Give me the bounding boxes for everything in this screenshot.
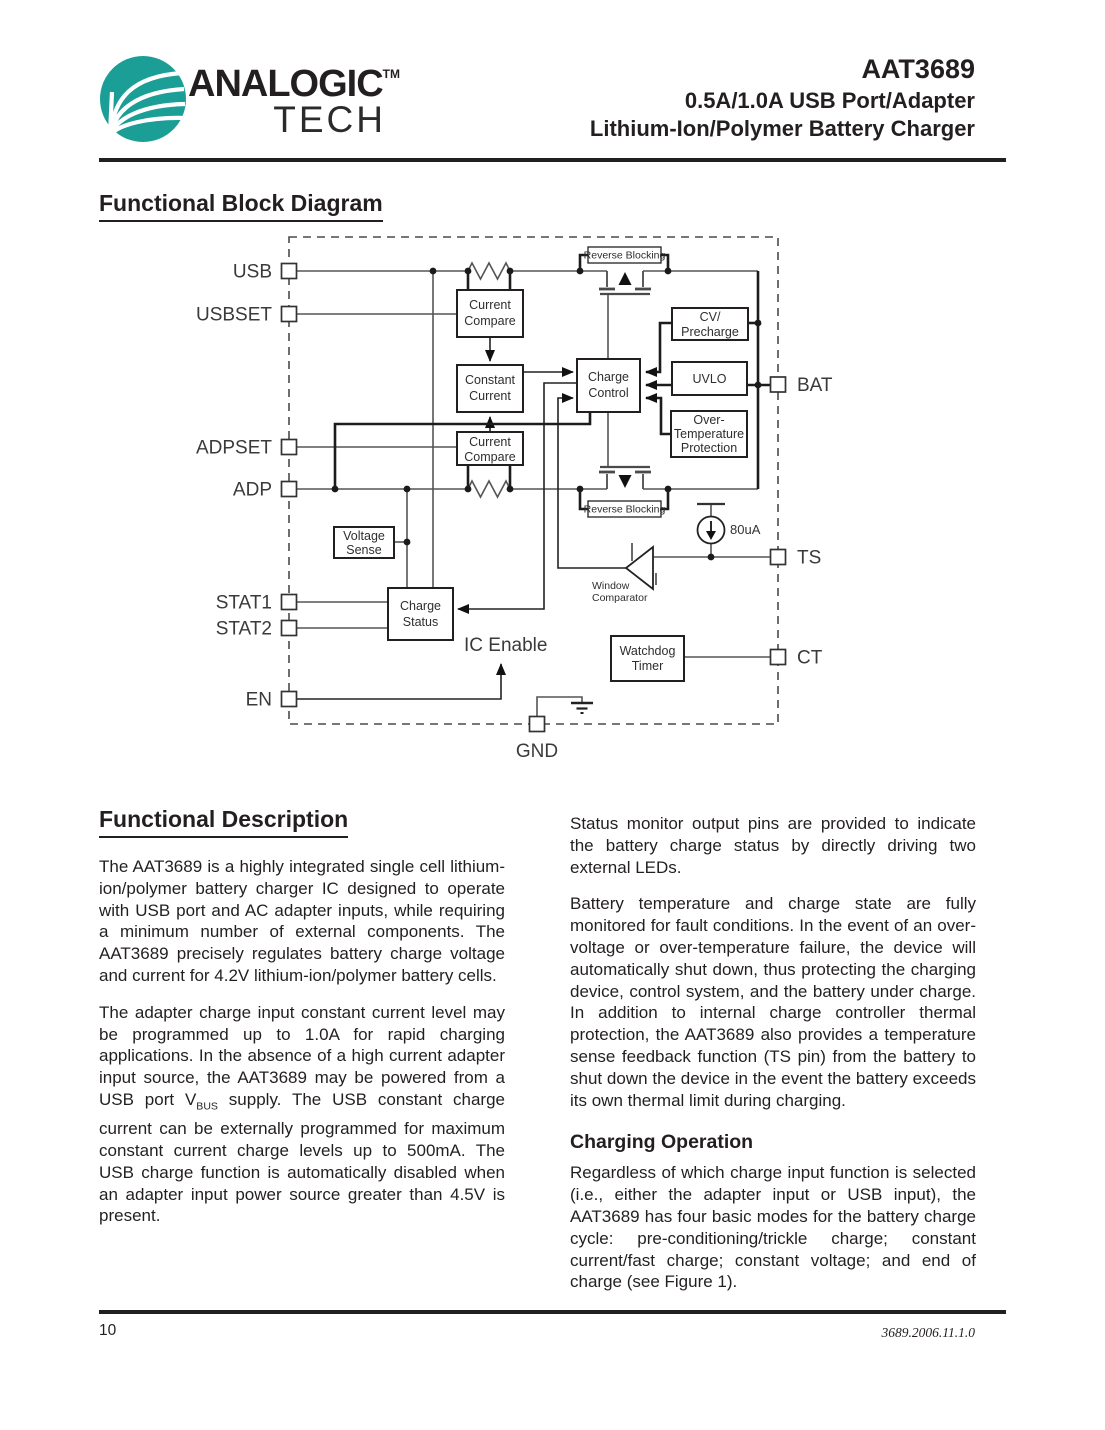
en-pin-label: EN bbox=[245, 689, 272, 711]
current-compare-adp-label: Current bbox=[469, 435, 511, 449]
cv-precharge-label: CV/ bbox=[699, 310, 721, 324]
usb-reverse-blocking-mosfet bbox=[599, 271, 651, 294]
document-title-block bbox=[590, 55, 975, 141]
block-diagram-heading: Functional Block Diagram bbox=[99, 190, 383, 222]
current-compare-adp-label: Compare bbox=[464, 450, 516, 464]
subtitle-line1: 0.5A/1.0A USB Port/Adapter bbox=[684, 88, 975, 113]
reverse-blocking-top-label: Reverse Blocking bbox=[583, 249, 666, 262]
functional-description-heading: Functional Description bbox=[99, 806, 348, 838]
subtitle-line2: Lithium-Ion/Polymer Battery Charger bbox=[589, 116, 975, 141]
analogictech-logo bbox=[97, 52, 189, 146]
charging-operation-heading: Charging Operation bbox=[570, 1131, 754, 1154]
adp-pin-label: ADP bbox=[232, 479, 272, 501]
usb-pin bbox=[282, 264, 297, 279]
footer-divider bbox=[99, 1310, 1006, 1314]
reverse-blocking-bottom-label: Reverse Blocking bbox=[583, 503, 666, 516]
charge-control-label: Charge bbox=[588, 370, 629, 384]
brand-analogic-text: ANALOGIC bbox=[188, 63, 383, 105]
bat-pin bbox=[771, 377, 786, 392]
ct-pin bbox=[771, 650, 786, 665]
usbset-pin-label: USBSET bbox=[195, 304, 272, 326]
part-number: AAT3689 bbox=[861, 54, 975, 84]
watchdog-timer-label: Timer bbox=[631, 659, 664, 673]
usb-resistor bbox=[468, 263, 510, 279]
charge-status-label: Status bbox=[402, 615, 439, 629]
right-column bbox=[570, 806, 976, 1308]
ic-enable-label: IC Enable bbox=[464, 635, 548, 656]
functional-block-diagram bbox=[0, 230, 1105, 775]
right-pin-labels bbox=[797, 375, 833, 669]
uvlo-label: UVLO bbox=[692, 372, 727, 386]
window-comparator-label: Window bbox=[592, 580, 630, 592]
ts-pin bbox=[771, 550, 786, 565]
voltage-sense-label: Sense bbox=[346, 543, 382, 557]
current-compare-usb-label: Compare bbox=[464, 314, 516, 328]
description-paragraph-1: The AAT3689 is a highly integrated single cell lithium-ion/polymer battery charger IC designed to operate with USB port and AC adapter inputs, while requiring a minimum number of external components. The AAT3689 precisely regulates battery charge voltage and current for 4.2V lithium-ion/polymer battery cells. bbox=[99, 857, 505, 985]
status-monitor-paragraph: Status monitor output pins are provided to indicate the battery charge status by directly driving two external LEDs. bbox=[570, 814, 976, 877]
adpset-pin-label: ADPSET bbox=[195, 437, 272, 459]
vbus-subscript: BUS bbox=[196, 1100, 218, 1113]
current-source-label: 80uA bbox=[730, 522, 761, 537]
stat2-pin-label: STAT2 bbox=[215, 618, 272, 640]
charge-control-label: Control bbox=[588, 386, 629, 400]
window-comparator-symbol bbox=[626, 543, 656, 589]
charge-status-label: Charge bbox=[400, 599, 441, 613]
over-temp-label: Over- bbox=[693, 413, 725, 427]
left-pin-labels bbox=[196, 262, 272, 711]
usbset-pin bbox=[282, 307, 297, 322]
description-columns bbox=[99, 806, 976, 1308]
stat2-pin bbox=[282, 621, 297, 636]
trademark-symbol: TM bbox=[382, 67, 400, 81]
page-number: 10 bbox=[99, 1322, 117, 1339]
adp-reverse-blocking-mosfet bbox=[599, 467, 651, 489]
battery-temperature-paragraph: Battery temperature and charge state are fully monitored for fault conditions. In the event of an over-voltage or over-temperature failure, the device will automatically shut down, thus protecting the charging device, control system, and the battery under charge. In addition to internal charge controller thermal protection, the AAT3689 also provides a temperature sense feedback function (TS pin) from the battery to shut down the device in the event the battery exceeds its own thermal limit during charging. bbox=[570, 894, 976, 1110]
stat1-pin-label: STAT1 bbox=[215, 592, 272, 614]
stat1-pin bbox=[282, 595, 297, 610]
ic-enable-arrow bbox=[297, 664, 502, 699]
header-divider bbox=[99, 158, 1006, 162]
brand-wordmark bbox=[188, 55, 400, 140]
protection-arrow-wires bbox=[646, 323, 672, 434]
function-blocks bbox=[334, 290, 748, 681]
constant-current-label: Current bbox=[469, 389, 511, 403]
cv-precharge-label: Precharge bbox=[681, 325, 739, 339]
description-paragraph-2 bbox=[99, 1002, 505, 1227]
gnd-pin-label: GND bbox=[515, 741, 559, 762]
charging-operation-paragraph: Regardless of which charge input function is selected (i.e., either the adapter input or USB input), the AAT3689 has four basic modes for the battery charge cycle: pre-conditioning/trickle charge; constant current/fast charge; constant voltage; and end of charge (see Figure 1). bbox=[570, 1163, 976, 1292]
ct-pin-label: CT bbox=[797, 647, 823, 669]
document-revision-code: 3689.2006.11.1.0 bbox=[881, 1325, 975, 1340]
paragraph-2-text: The adapter charge input constant current level may be programmed up to 1.0A for rapid charging applications. In the absence of a high current adapter input source, the AAT3689 may be powered from a USB port V bbox=[99, 1002, 505, 1109]
adpset-pin bbox=[282, 440, 297, 455]
watchdog-timer-label: Watchdog bbox=[619, 644, 676, 658]
window-comparator-label: Comparator bbox=[592, 592, 648, 604]
brand-name bbox=[188, 55, 400, 105]
bat-pin-label: BAT bbox=[797, 375, 833, 396]
constant-current-label: Constant bbox=[464, 373, 516, 387]
over-temp-label: Temperature bbox=[673, 427, 745, 441]
adp-pin bbox=[282, 482, 297, 497]
en-pin bbox=[282, 692, 297, 707]
paragraph-2-text: supply. The USB constant charge current can be externally programmed for maximum constant current charge levels up to 500mA. The USB charge function is automatically disabled when an adapter input power source greater than 4.5V is present. bbox=[99, 1089, 505, 1226]
charge-status-block bbox=[388, 588, 453, 640]
usb-pin-label: USB bbox=[232, 261, 272, 283]
gnd-pin bbox=[530, 717, 545, 732]
left-column bbox=[99, 806, 505, 1308]
voltage-sense-label: Voltage bbox=[343, 529, 385, 543]
brand-tech-text: TECH bbox=[273, 99, 386, 140]
current-compare-usb-label: Current bbox=[469, 298, 511, 312]
adp-resistor bbox=[468, 481, 510, 497]
ts-pin-label: TS bbox=[797, 547, 822, 569]
ground-symbol bbox=[571, 703, 593, 713]
over-temp-label: Protection bbox=[680, 441, 738, 455]
